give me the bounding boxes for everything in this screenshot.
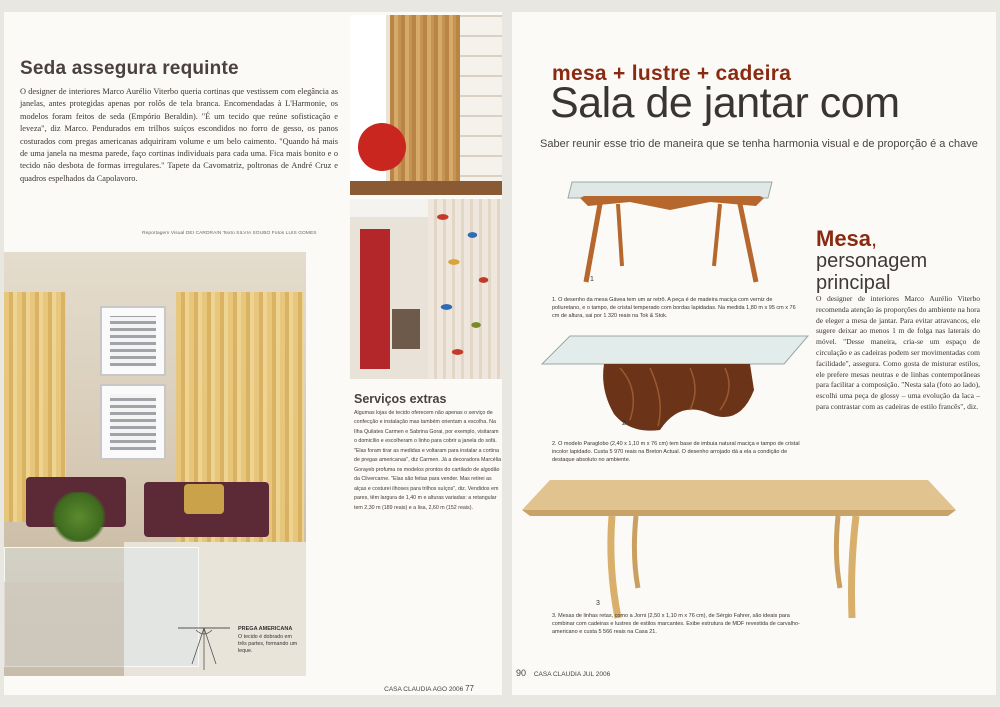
folio-page-number: 77 (465, 684, 474, 693)
right-page-folio (516, 668, 610, 678)
figure-2-caption: 2. O modelo Paraglobo (2,40 x 1,10 m x 76 cm) tem base de imbuia natural maciça e tampo de cristal incolor lapidado. Custa 5 970 reais na Breton Actual. O desenho arrojado dá a ela a condição de destaque absoluto no ambiente. (552, 441, 800, 463)
pleat-callout (174, 624, 304, 676)
bookshelf (460, 15, 502, 195)
article-headline: Sala de jantar com (550, 79, 900, 127)
table-gavea-illustration (560, 170, 780, 290)
article-subhead: Saber reunir esse trio de maneira que se tenha harmonia visual e de proporção é a chave (540, 138, 978, 150)
rug (4, 582, 124, 676)
left-magazine-page (4, 12, 502, 695)
dining-chairs (392, 309, 420, 349)
mesa-subheading: personagem principal (816, 250, 928, 294)
article-kicker: mesa + lustre + cadeira (552, 62, 792, 85)
curtain-room-photo (350, 15, 502, 195)
pleat-callout-text: O tecido é dobrado em três partes, formando um leque. (238, 634, 298, 654)
pleat-sketch-icon (174, 624, 234, 676)
photo-credit: Reportagem Visual DEI CARDRAIN Texto SILVIA SOUBO Fotos LUIS GOMES (142, 231, 317, 236)
living-room-photo (4, 252, 306, 676)
left-page-folio (384, 684, 474, 693)
folio-issue: AGO 2006 (432, 686, 464, 693)
pleat-callout-title: PREGA AMERICANA (238, 626, 293, 632)
figure-2-number: 2 (622, 420, 626, 427)
mesa-body: O designer de interiores Marco Aurélio Viterbo recomenda atenção às proporções do ambiente na hora de eleger a mesa de jantar. Para evitar atravancos, ele sugere deixar ao menos 1 m de folga nas laterais do móvel. "Desse maneira, cria-se um espaço de circulação e as cadeiras podem ser movimentadas com facilidade", assegura. Como gosta de misturar estilos, ele prefere mesas neutras e de linhas contemporâneas para facilitar a composição. "Nesta sala (foto ao lado), escolhi uma peça de glossy – uma evolução da laca – para contrastar com as cadeiras de estilo francês", diz. (816, 294, 980, 411)
floral-curtain (428, 199, 502, 379)
figure-1-number: 1 (590, 276, 594, 283)
yellow-cushion (184, 484, 224, 514)
folio-magazine: CASA CLAUDIA (533, 671, 581, 678)
seda-article-body: O designer de interiores Marco Aurélio Viterbo queria cortinas que vestissem com elegância as janelas, antes protegidas apenas por rolôs de tela branca. Encomendadas à L'Harmonie, os modelos foram feitos de seda (Empório Beraldin). "É um tecido que reúne sofisticação e leveza", diz Marco. Pendurados em trilhos suíços escondidos no forro de gesso, os panos costurados com pregas americanas adquiriram volume e um belo caimento. "Quando há mais de uma janela na mesma parede, faço cortinas individuais para cada uma. Fica mais bonito e o tecido não desbota de formas irregulares." Tapete da Cavomatriz, poltronas de André Cruz e quadros espelhados da Capolavoro. (20, 87, 338, 183)
folio-page-number: 90 (516, 668, 527, 678)
mirrored-artwork-bottom (100, 384, 166, 460)
wood-floor (350, 181, 502, 195)
table-paraglobo-illustration (540, 330, 816, 442)
folio-magazine: CASA CLAUDIA (384, 686, 432, 693)
figure-3-caption: 3. Mesas de linhas retas, como a Jorni (2,50 x 1,10 m x 76 cm), de Sérgio Fahrer, são ideais para combinar com cadeiras e lustres de estilos marcantes. Exibe estrutura de MDF revestida de carvalho-americano e custa 5 566 reais na Casa 21. (552, 613, 800, 635)
mesa-heading-word: Mesa (816, 226, 872, 251)
printed-curtain-photo (350, 199, 502, 379)
mirrored-artwork-top (100, 306, 166, 376)
right-magazine-page (512, 12, 996, 695)
folio-issue: JUL 2006 (582, 671, 611, 678)
mesa-heading-comma: , (871, 226, 878, 251)
plant-arrangement (49, 492, 109, 542)
table-jorni-illustration (516, 476, 962, 624)
red-curtain-panel (360, 229, 390, 369)
mesa-heading (816, 226, 877, 252)
red-armchair (358, 123, 406, 171)
ceiling (350, 199, 430, 217)
figure-1-caption: 1. O desenho da mesa Gávea tem um ar retrô. A peça é de madeira maciça com verniz de poliuretano, e o tampo, de cristal temperado com bordas lapidadas. Na medida 1,80 m x 95 cm x 76 cm de altura, sai por 1 320 reais na Tok & Stok. (552, 297, 796, 319)
seda-article-title: Seda assegura requinte (20, 58, 239, 79)
servicos-title: Serviços extras (354, 392, 447, 406)
servicos-body: Algumas lojas de tecido oferecem não apenas o serviço de confecção e instalação mas também orientam a escolha. Na Ilha Quilates Carmen e Sabrina Gorai, por exemplo, visitaram o domicílio e escolheram o linho para cobrir a janela do sofá. "Elas foram tirar as medidas e voltaram para instalar a cortina de pregas americanas", diz Carmen. Já a decoradora Marcélia Gorayeb profuma os modelos prontos do cartilado de algodão da Clivercarne. "Elas são feitas para vender. Mas retirei as alças e costurei ilhoses para trilhos suíços", diz. Vendidos em pares, têm largura de 1,40 m e alturas variadas: a retangular tem 2,30 m (189 reais) e a lisa, 2,60 m (152 reais). (354, 410, 502, 511)
figure-3-number: 3 (596, 600, 600, 607)
